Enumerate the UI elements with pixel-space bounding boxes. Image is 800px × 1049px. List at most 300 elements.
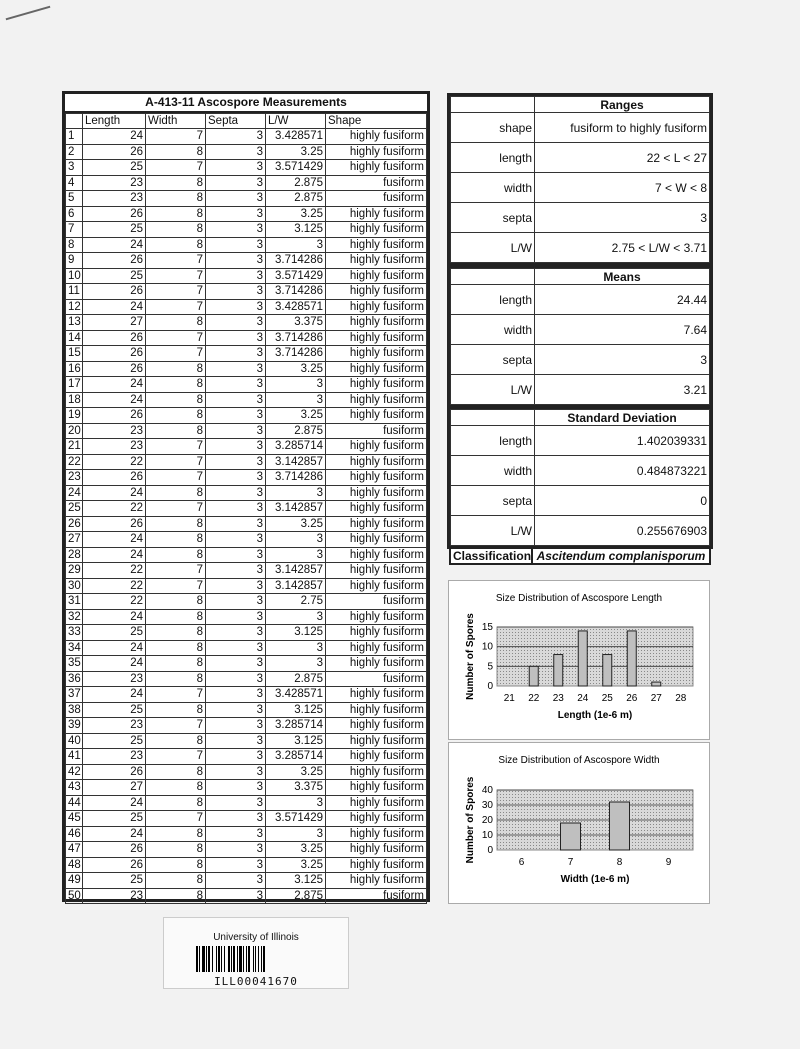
barcode-bar: [228, 946, 230, 972]
shape-cell: highly fusiform: [326, 749, 427, 765]
table-row: [66, 470, 427, 486]
bar: [578, 631, 587, 686]
width-cell: 7: [146, 253, 206, 269]
width-cell: 8: [146, 237, 206, 253]
shape-cell: highly fusiform: [326, 578, 427, 594]
table-row: [66, 392, 427, 408]
shape-cell: highly fusiform: [326, 547, 427, 563]
length-cell: 24: [83, 547, 146, 563]
length-cell: 22: [83, 594, 146, 610]
means-value: 24.44: [535, 285, 710, 315]
table-row: [66, 206, 427, 222]
stdev-key: length: [451, 426, 535, 456]
col-header-width: Width: [146, 114, 206, 129]
shape-cell: highly fusiform: [326, 842, 427, 858]
row-index: 11: [66, 284, 83, 300]
width-cell: 7: [146, 718, 206, 734]
shape-cell: highly fusiform: [326, 609, 427, 625]
septa-cell: 3: [206, 733, 266, 749]
table-row: [66, 237, 427, 253]
lw-cell: 2.875: [266, 423, 326, 439]
barcode-bar: [239, 946, 242, 972]
table-row: [66, 687, 427, 703]
shape-cell: highly fusiform: [326, 780, 427, 796]
length-cell: 24: [83, 392, 146, 408]
barcode-bar: [216, 946, 217, 972]
width-cell: 8: [146, 609, 206, 625]
septa-cell: 3: [206, 175, 266, 191]
classification-label: Classification: [453, 549, 532, 563]
width-cell: 7: [146, 811, 206, 827]
ranges-key: length: [451, 143, 535, 173]
septa-cell: 3: [206, 144, 266, 160]
width-cell: 7: [146, 749, 206, 765]
septa-cell: 3: [206, 532, 266, 548]
lw-cell: 3: [266, 795, 326, 811]
width-cell: 8: [146, 547, 206, 563]
shape-cell: highly fusiform: [326, 361, 427, 377]
septa-cell: 3: [206, 563, 266, 579]
septa-cell: 3: [206, 377, 266, 393]
length-chart: [448, 580, 710, 740]
row-index: 28: [66, 547, 83, 563]
septa-cell: 3: [206, 191, 266, 207]
lw-cell: 3: [266, 640, 326, 656]
septa-cell: 3: [206, 346, 266, 362]
y-tick-label: 0: [487, 845, 493, 856]
septa-cell: 3: [206, 640, 266, 656]
lw-cell: 3: [266, 547, 326, 563]
classification-value: Ascitendum complanisporum: [536, 549, 706, 563]
x-axis-label: Width (1e-6 m): [560, 874, 630, 885]
shape-cell: highly fusiform: [326, 346, 427, 362]
table-row: [66, 485, 427, 501]
shape-cell: highly fusiform: [326, 408, 427, 424]
x-axis-label: Length (1e-6 m): [557, 710, 633, 721]
width-cell: 8: [146, 516, 206, 532]
width-cell: 7: [146, 563, 206, 579]
barcode-bar: [246, 946, 247, 972]
row-index: 44: [66, 795, 83, 811]
shape-cell: highly fusiform: [326, 392, 427, 408]
shape-cell: highly fusiform: [326, 470, 427, 486]
barcode-bar: [237, 946, 238, 972]
barcode-bar: [212, 946, 213, 972]
lw-cell: 3.125: [266, 702, 326, 718]
stdev-value: 1.402039331: [535, 426, 710, 456]
lw-cell: 3.714286: [266, 470, 326, 486]
septa-cell: 3: [206, 857, 266, 873]
table-row: [66, 625, 427, 641]
shape-cell: highly fusiform: [326, 253, 427, 269]
row-index: 30: [66, 578, 83, 594]
septa-cell: 3: [206, 392, 266, 408]
width-cell: 8: [146, 640, 206, 656]
row-index: 39: [66, 718, 83, 734]
shape-cell: highly fusiform: [326, 377, 427, 393]
institution-name: University of Illinois: [213, 932, 299, 943]
septa-cell: 3: [206, 795, 266, 811]
width-cell: 7: [146, 578, 206, 594]
width-cell: 7: [146, 687, 206, 703]
septa-cell: 3: [206, 423, 266, 439]
length-cell: 24: [83, 826, 146, 842]
row-index: 4: [66, 175, 83, 191]
septa-cell: 3: [206, 299, 266, 315]
length-cell: 26: [83, 408, 146, 424]
length-cell: 26: [83, 330, 146, 346]
table-row: [66, 594, 427, 610]
lw-cell: 3: [266, 392, 326, 408]
width-cell: 8: [146, 795, 206, 811]
ranges-value: fusiform to highly fusiform: [535, 113, 710, 143]
shape-cell: highly fusiform: [326, 299, 427, 315]
row-index: 9: [66, 253, 83, 269]
width-cell: 8: [146, 377, 206, 393]
ranges-value: 3: [535, 203, 710, 233]
table-row: [66, 764, 427, 780]
table-row: [66, 423, 427, 439]
septa-cell: 3: [206, 842, 266, 858]
stdev-panel: [447, 406, 713, 549]
x-tick-label: 7: [567, 857, 574, 868]
width-cell: 8: [146, 532, 206, 548]
table-row: [66, 563, 427, 579]
shape-cell: highly fusiform: [326, 439, 427, 455]
y-tick-label: 15: [481, 622, 493, 633]
y-axis-label: Number of Spores: [465, 613, 476, 700]
lw-cell: 2.875: [266, 175, 326, 191]
row-index: 12: [66, 299, 83, 315]
table-row: [66, 268, 427, 284]
barcode-bar: [221, 946, 222, 972]
means-value: 7.64: [535, 315, 710, 345]
row-index: 41: [66, 749, 83, 765]
table-row: [66, 516, 427, 532]
length-cell: 23: [83, 191, 146, 207]
septa-cell: 3: [206, 160, 266, 176]
ranges-panel: [447, 93, 713, 266]
barcode-number: ILL00041670: [214, 975, 298, 988]
lw-cell: 3: [266, 377, 326, 393]
bar: [529, 666, 538, 686]
septa-cell: 3: [206, 749, 266, 765]
scan-mark: [6, 6, 51, 21]
shape-cell: highly fusiform: [326, 640, 427, 656]
row-index: 7: [66, 222, 83, 238]
length-cell: 24: [83, 485, 146, 501]
shape-cell: fusiform: [326, 594, 427, 610]
row-index: 32: [66, 609, 83, 625]
row-index: 42: [66, 764, 83, 780]
width-cell: 8: [146, 423, 206, 439]
y-tick-label: 0: [487, 681, 493, 692]
barcode-bar: [261, 946, 262, 972]
row-index: 36: [66, 671, 83, 687]
stdev-header: Standard Deviation: [535, 410, 710, 426]
bar: [627, 631, 636, 686]
table-row: [66, 191, 427, 207]
table-row: [66, 377, 427, 393]
septa-cell: 3: [206, 222, 266, 238]
barcode-bar: [253, 946, 254, 972]
lw-cell: 3.714286: [266, 346, 326, 362]
length-cell: 27: [83, 315, 146, 331]
table-row: [66, 780, 427, 796]
barcode-bar: [196, 946, 198, 972]
septa-cell: 3: [206, 268, 266, 284]
ranges-value: 2.75 < L/W < 3.71: [535, 233, 710, 263]
y-tick-label: 10: [481, 830, 493, 841]
width-cell: 8: [146, 733, 206, 749]
septa-cell: 3: [206, 578, 266, 594]
lw-cell: 3.714286: [266, 253, 326, 269]
table-row: [66, 640, 427, 656]
length-cell: 26: [83, 470, 146, 486]
x-tick-label: 28: [675, 693, 687, 704]
barcode-bar: [233, 946, 235, 972]
septa-cell: 3: [206, 237, 266, 253]
width-cell: 8: [146, 764, 206, 780]
septa-cell: 3: [206, 609, 266, 625]
table-row: [66, 656, 427, 672]
stdev-value: 0: [535, 486, 710, 516]
row-index: 6: [66, 206, 83, 222]
row-index: 27: [66, 532, 83, 548]
table-row: [66, 702, 427, 718]
length-cell: 26: [83, 516, 146, 532]
row-index: 34: [66, 640, 83, 656]
barcode-bar: [258, 946, 259, 972]
shape-cell: highly fusiform: [326, 563, 427, 579]
row-index: 40: [66, 733, 83, 749]
length-cell: 24: [83, 377, 146, 393]
lw-cell: 3.142857: [266, 578, 326, 594]
stdev-value: 0.484873221: [535, 456, 710, 486]
length-cell: 24: [83, 532, 146, 548]
row-index: 35: [66, 656, 83, 672]
septa-cell: 3: [206, 594, 266, 610]
bar: [561, 823, 581, 850]
ranges-key: L/W: [451, 233, 535, 263]
row-index: 45: [66, 811, 83, 827]
table-row: [66, 888, 427, 904]
lw-cell: 3: [266, 237, 326, 253]
row-index: 5: [66, 191, 83, 207]
row-index: 19: [66, 408, 83, 424]
septa-cell: 3: [206, 485, 266, 501]
barcode-bar: [208, 946, 210, 972]
means-key: width: [451, 315, 535, 345]
septa-cell: 3: [206, 811, 266, 827]
length-cell: 23: [83, 671, 146, 687]
lw-cell: 3.428571: [266, 299, 326, 315]
length-cell: 22: [83, 578, 146, 594]
table-row: [66, 811, 427, 827]
width-cell: 8: [146, 408, 206, 424]
lw-cell: 3.25: [266, 764, 326, 780]
width-cell: 8: [146, 191, 206, 207]
stdev-key: septa: [451, 486, 535, 516]
barcode-icon: [196, 946, 316, 972]
table-row: [66, 253, 427, 269]
shape-cell: highly fusiform: [326, 454, 427, 470]
length-cell: 26: [83, 206, 146, 222]
length-cell: 25: [83, 222, 146, 238]
shape-cell: highly fusiform: [326, 625, 427, 641]
shape-cell: highly fusiform: [326, 222, 427, 238]
table-row: [66, 361, 427, 377]
table-row: [66, 501, 427, 517]
shape-cell: highly fusiform: [326, 656, 427, 672]
ranges-header: Ranges: [535, 97, 710, 113]
y-tick-label: 40: [481, 785, 493, 796]
length-cell: 26: [83, 842, 146, 858]
table-row: [66, 532, 427, 548]
width-cell: 8: [146, 392, 206, 408]
table-row: [66, 671, 427, 687]
col-header-shape: Shape: [326, 114, 427, 129]
table-row: [66, 454, 427, 470]
y-tick-label: 10: [481, 641, 493, 653]
barcode-bar: [248, 946, 250, 972]
row-index: 48: [66, 857, 83, 873]
row-index: 26: [66, 516, 83, 532]
row-index: 49: [66, 873, 83, 889]
lw-cell: 3.25: [266, 842, 326, 858]
table-row: [66, 795, 427, 811]
shape-cell: fusiform: [326, 423, 427, 439]
table-row: [66, 718, 427, 734]
shape-cell: highly fusiform: [326, 795, 427, 811]
row-index: 1: [66, 129, 83, 145]
lw-cell: 3.428571: [266, 129, 326, 145]
length-cell: 24: [83, 237, 146, 253]
lw-cell: 3.571429: [266, 811, 326, 827]
septa-cell: 3: [206, 873, 266, 889]
barcode-bar: [255, 946, 256, 972]
length-cell: 24: [83, 640, 146, 656]
septa-cell: 3: [206, 702, 266, 718]
width-cell: 7: [146, 346, 206, 362]
lw-cell: 3.142857: [266, 563, 326, 579]
lw-cell: 3.285714: [266, 439, 326, 455]
chart-title: Size Distribution of Ascospore Width: [498, 755, 660, 766]
length-cell: 26: [83, 144, 146, 160]
plot-area: [497, 627, 693, 686]
length-cell: 25: [83, 811, 146, 827]
classification-row: [449, 547, 711, 565]
width-cell: 7: [146, 129, 206, 145]
lw-cell: 3.125: [266, 625, 326, 641]
width-chart-svg: [449, 743, 709, 903]
barcode-bar: [243, 946, 244, 972]
lw-cell: 3.25: [266, 408, 326, 424]
lw-cell: 3.25: [266, 857, 326, 873]
septa-cell: 3: [206, 718, 266, 734]
row-index: 33: [66, 625, 83, 641]
shape-cell: highly fusiform: [326, 811, 427, 827]
width-chart: [448, 742, 710, 904]
row-index: 2: [66, 144, 83, 160]
length-cell: 24: [83, 656, 146, 672]
shape-cell: highly fusiform: [326, 129, 427, 145]
septa-cell: 3: [206, 547, 266, 563]
length-cell: 26: [83, 253, 146, 269]
shape-cell: highly fusiform: [326, 532, 427, 548]
y-axis-label: Number of Spores: [465, 776, 476, 864]
row-index: 10: [66, 268, 83, 284]
length-cell: 25: [83, 733, 146, 749]
lw-cell: 3.375: [266, 780, 326, 796]
width-cell: 7: [146, 439, 206, 455]
table-row: [66, 144, 427, 160]
length-cell: 23: [83, 749, 146, 765]
length-cell: 23: [83, 888, 146, 904]
shape-cell: highly fusiform: [326, 857, 427, 873]
shape-cell: highly fusiform: [326, 764, 427, 780]
septa-cell: 3: [206, 656, 266, 672]
barcode-bar: [218, 946, 220, 972]
measurements-table: [62, 91, 430, 902]
row-index: 46: [66, 826, 83, 842]
ranges-key: shape: [451, 113, 535, 143]
length-cell: 25: [83, 702, 146, 718]
x-tick-label: 9: [665, 857, 672, 868]
barcode-bar: [224, 946, 225, 972]
stdev-value: 0.255676903: [535, 516, 710, 546]
table-row: [66, 439, 427, 455]
barcode-bar: [231, 946, 232, 972]
septa-cell: 3: [206, 625, 266, 641]
row-index: 47: [66, 842, 83, 858]
width-cell: 8: [146, 780, 206, 796]
length-cell: 24: [83, 609, 146, 625]
means-header: Means: [535, 269, 710, 285]
table-row: [66, 222, 427, 238]
lw-cell: 2.75: [266, 594, 326, 610]
table-row: [66, 733, 427, 749]
lw-cell: 3.142857: [266, 454, 326, 470]
lw-cell: 3.125: [266, 222, 326, 238]
length-cell: 24: [83, 299, 146, 315]
shape-cell: highly fusiform: [326, 733, 427, 749]
row-index: 38: [66, 702, 83, 718]
row-index: 3: [66, 160, 83, 176]
width-cell: 8: [146, 485, 206, 501]
width-cell: 8: [146, 315, 206, 331]
width-cell: 8: [146, 857, 206, 873]
lw-cell: 3.25: [266, 516, 326, 532]
x-tick-label: 25: [601, 693, 613, 704]
shape-cell: highly fusiform: [326, 873, 427, 889]
width-cell: 8: [146, 842, 206, 858]
shape-cell: highly fusiform: [326, 315, 427, 331]
barcode-bar: [263, 946, 265, 972]
shape-cell: highly fusiform: [326, 160, 427, 176]
lw-cell: 2.875: [266, 888, 326, 904]
shape-cell: highly fusiform: [326, 516, 427, 532]
lw-cell: 3.714286: [266, 330, 326, 346]
table-row: [66, 160, 427, 176]
lw-cell: 2.875: [266, 671, 326, 687]
septa-cell: 3: [206, 888, 266, 904]
width-cell: 8: [146, 175, 206, 191]
septa-cell: 3: [206, 330, 266, 346]
shape-cell: highly fusiform: [326, 501, 427, 517]
x-tick-label: 22: [528, 693, 540, 704]
row-index: 22: [66, 454, 83, 470]
